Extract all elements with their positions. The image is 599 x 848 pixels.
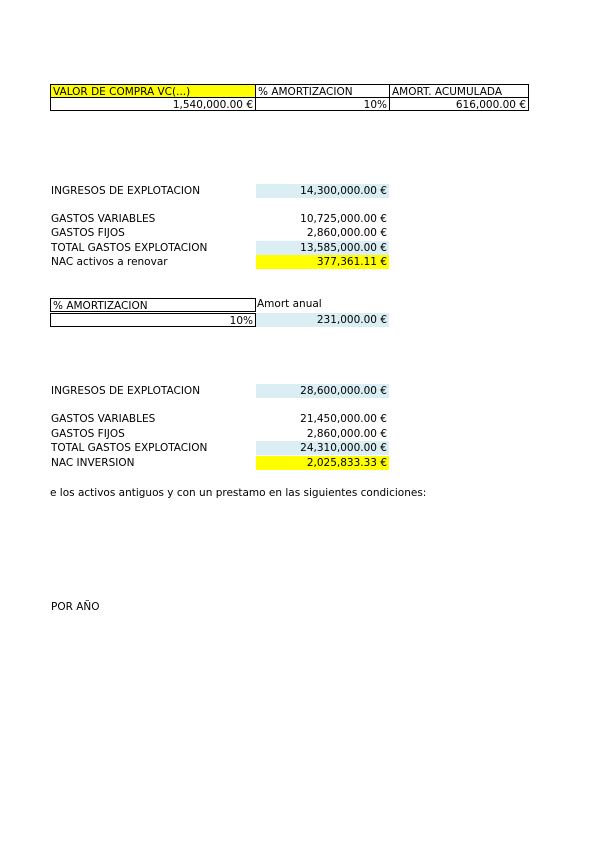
- nac-inversion-label: NAC INVERSION: [51, 457, 135, 469]
- total-gastos-value-2: 24,310,000.00 €: [256, 441, 389, 455]
- valor-compra-header: VALOR DE COMPRA VC(...): [50, 84, 256, 98]
- amort-acumulada-value: 616,000.00 €: [389, 97, 529, 111]
- gastos-variables-label-2: GASTOS VARIABLES: [51, 413, 156, 425]
- por-ano-label: POR AÑO: [51, 601, 100, 613]
- gastos-variables-value-2: 21,450,000.00 €: [300, 413, 387, 425]
- gastos-fijos-value-1: 2,860,000.00 €: [306, 227, 387, 239]
- total-gastos-label-1: TOTAL GASTOS EXPLOTACION: [51, 242, 208, 254]
- amort-anual-value: 231,000.00 €: [256, 313, 389, 327]
- gastos-variables-label-1: GASTOS VARIABLES: [51, 213, 156, 225]
- ingresos-label-1: INGRESOS DE EXPLOTACION: [51, 185, 201, 197]
- total-gastos-label-2: TOTAL GASTOS EXPLOTACION: [51, 442, 208, 454]
- gastos-variables-value-1: 10,725,000.00 €: [300, 213, 387, 225]
- amort-acumulada-header: AMORT. ACUMULADA: [389, 84, 529, 98]
- amortizacion-header-2: % AMORTIZACION: [50, 298, 256, 312]
- nac-value-1: 377,361.11 €: [256, 255, 389, 269]
- gastos-fijos-value-2: 2,860,000.00 €: [306, 428, 387, 440]
- amort-anual-header: Amort anual: [257, 298, 322, 310]
- nac-label-1: NAC activos a renovar: [51, 256, 168, 268]
- ingresos-value-2: 28,600,000.00 €: [256, 384, 389, 398]
- nac-inversion-value: 2,025,833.33 €: [256, 456, 389, 470]
- valor-compra-value: 1,540,000.00 €: [50, 97, 256, 111]
- gastos-fijos-label-1: GASTOS FIJOS: [51, 227, 125, 239]
- ingresos-value-1: 14,300,000.00 €: [256, 184, 389, 198]
- amortizacion-header: % AMORTIZACION: [255, 84, 390, 98]
- condiciones-note: e los activos antiguos y con un prestamo en las siguientes condiciones:: [50, 487, 427, 499]
- gastos-fijos-label-2: GASTOS FIJOS: [51, 428, 125, 440]
- ingresos-label-2: INGRESOS DE EXPLOTACION: [51, 385, 201, 397]
- amortizacion-value-2: 10%: [50, 313, 256, 327]
- amortizacion-value: 10%: [255, 97, 390, 111]
- total-gastos-value-1: 13,585,000.00 €: [256, 241, 389, 255]
